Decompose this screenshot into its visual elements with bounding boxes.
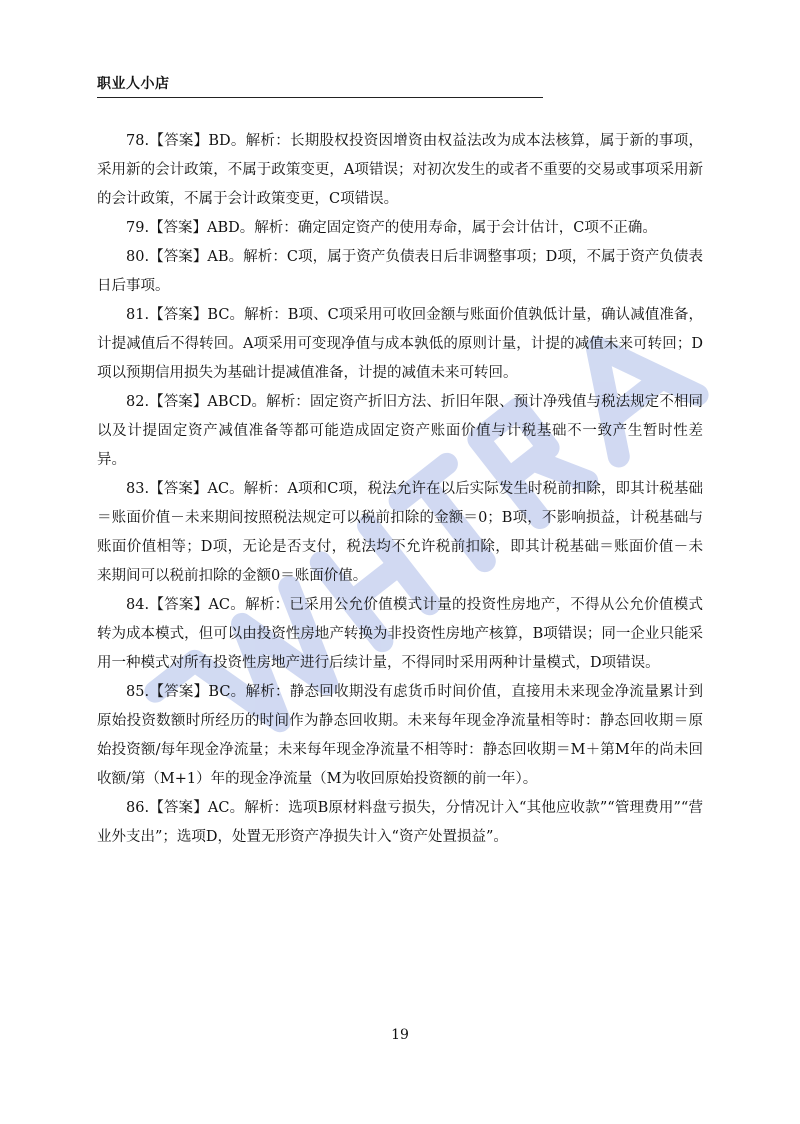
header-divider [97,97,543,98]
answer-78: 78.【答案】BD。解析：长期股权投资因增资由权益法改为成本法核算，属于新的事项，采用新的会计政策，不属于政策变更，A项错误；对初次发生的或者不重要的交易或事项采用新的会计政策，不属于会计政策变更，C项错误。 [97,133,703,207]
answer-80: 80.【答案】AB。解析：C项，属于资产负债表日后非调整事项；D项，不属于资产负债表日后事项。 [97,249,703,294]
page-number: 19 [391,1027,409,1043]
header-title: 职业人小店 [97,76,170,92]
answer-83: 83.【答案】AC。解析：A项和C项，税法允许在以后实际发生时税前扣除，即其计税基础＝账面价值－未来期间按照税法规定可以税前扣除的金额＝0；B项，不影响损益，计税基础与账面价值相等；D项，无论是否支付，税法均不允许税前扣除，即其计税基础＝账面价值－未来期间可以税前扣除的金额0＝账面价值。 [97,481,703,584]
answer-79: 79.【答案】ABD。解析：确定固定资产的使用寿命，属于会计估计，C项不正确。 [126,220,657,236]
answer-list [97,127,703,852]
answer-86: 86.【答案】AC。解析：选项B原材料盘亏损失，分情况计入“其他应收款”“管理费用”“营业外支出”；选项D，处置无形资产净损失计入“资产处置损益”。 [97,800,703,845]
answer-82: 82.【答案】ABCD。解析：固定资产折旧方法、折旧年限、预计净残值与税法规定不相同以及计提固定资产减值准备等都可能造成固定资产账面价值与计税基础不一致产生暂时性差异。 [97,394,703,468]
answer-81: 81.【答案】BC。解析：B项、C项采用可收回金额与账面价值孰低计量，确认减值准备，计提减值后不得转回。A项采用可变现净值与成本孰低的原则计量，计提的减值未来可转回；D项以预期信用损失为基础计提减值准备，计提的减值未来可转回。 [97,307,703,381]
answer-84: 84.【答案】AC。解析：已采用公允价值模式计量的投资性房地产，不得从公允价值模式转为成本模式，但可以由投资性房地产转换为非投资性房地产核算，B项错误；同一企业只能采用一种模式对所有投资性房地产进行后续计量，不得同时采用两种计量模式，D项错误。 [97,597,703,671]
answer-85: 85.【答案】BC。解析：静态回收期没有虑货币时间价值，直接用未来现金净流量累计到原始投资数额时所经历的时间作为静态回收期。未来每年现金净流量相等时：静态回收期＝原始投资额/每年现金净流量；未来每年现金净流量不相等时：静态回收期＝M＋第M年的尚未回收额/第（M+1）年的现金净流量（M为收回原始投资额的前一年）。 [97,684,703,787]
